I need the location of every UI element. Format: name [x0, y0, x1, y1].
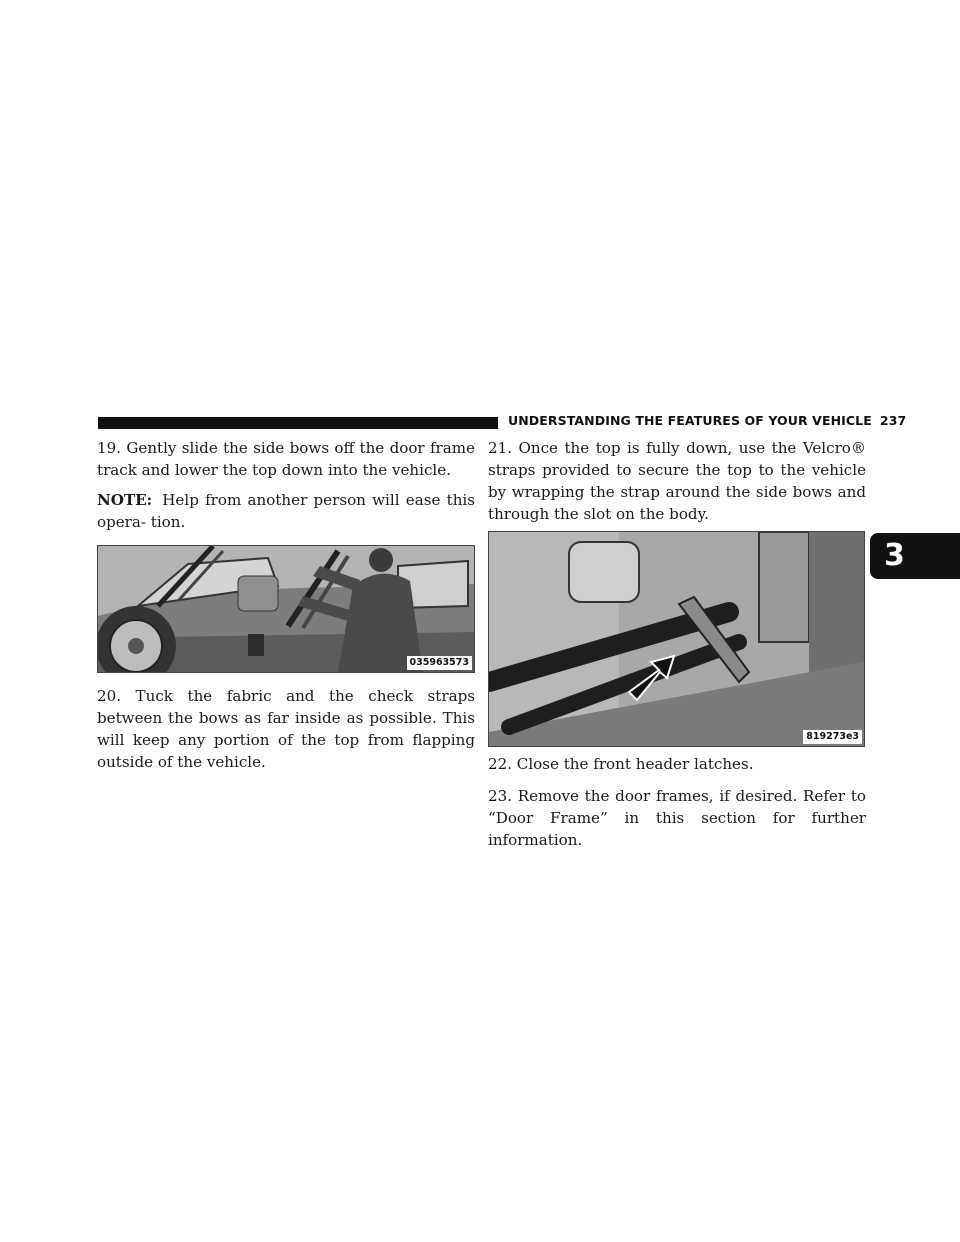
figure-code: 035963573 — [407, 656, 473, 670]
chapter-tab: 3 — [870, 533, 960, 579]
page-number: 237 — [879, 413, 907, 428]
step-23: 23. Remove the door frames, if desired. Refer to “Door Frame” in this section for further information. — [488, 787, 866, 849]
note-text: Help from another person will ease this opera- tion. — [97, 491, 475, 531]
step-21: 21. Once the top is fully down, use the Velcro® straps provided to secure the top to the vehicle by wrapping the strap around the side bows and through the slot on the body. — [488, 439, 866, 523]
header-text — [508, 413, 907, 428]
step-22: 22. Close the front header latches. — [488, 755, 754, 773]
header-rule — [98, 417, 498, 429]
illustration-person-lowering-top — [98, 546, 474, 672]
step-20: 20. Tuck the fabric and the check straps between the bows as far inside as possible. This will keep any portion of the top from flapping outside of the vehicle. — [97, 687, 475, 771]
figure-velcro-strap — [488, 531, 865, 747]
left-column — [97, 437, 475, 773]
illustration-velcro-strap — [489, 532, 864, 746]
figure-removing-soft-top — [97, 545, 475, 673]
page-header — [98, 413, 907, 435]
figure-code: 819273e3 — [803, 730, 862, 744]
step-19: 19. Gently slide the side bows off the door frame track and lower the top down into the vehicle. — [97, 439, 475, 479]
note-label: NOTE: — [97, 491, 153, 509]
right-column — [488, 437, 866, 851]
note — [97, 489, 475, 533]
section-title: UNDERSTANDING THE FEATURES OF YOUR VEHICLE — [508, 413, 872, 428]
